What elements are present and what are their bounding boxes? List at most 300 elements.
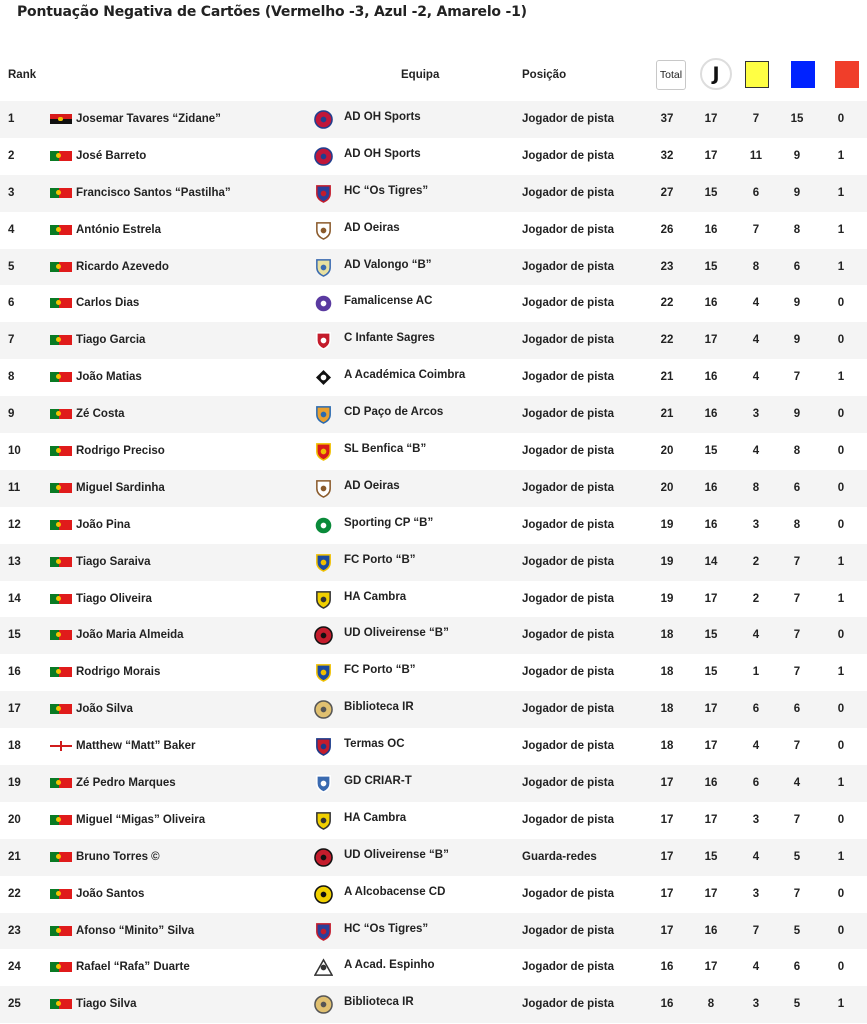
team-name-link[interactable]: A Alcobacense CD [344,885,446,898]
red-cards-cell: 0 [837,703,845,716]
position-cell: Jogador de pista [522,297,615,310]
red-cards-cell: 0 [837,961,845,974]
yellow-cards-cell: 4 [752,297,760,310]
yellow-cards-cell: 4 [752,371,760,384]
team-crest-icon [314,626,333,645]
team-name-link[interactable]: Termas OC [344,738,405,751]
total-cell: 27 [660,186,674,199]
team-crest-icon [314,368,333,387]
table-row[interactable] [0,986,867,1023]
yellow-cards-cell: 11 [749,149,763,162]
team-name-link[interactable]: AD Oeiras [344,479,400,492]
games-cell: 17 [704,592,718,605]
games-cell: 17 [704,149,718,162]
total-cell: 19 [660,518,674,531]
player-name-link[interactable]: José Barreto [76,149,147,162]
position-cell: Jogador de pista [522,260,615,273]
red-cards-cell: 0 [837,334,845,347]
red-cards-cell: 0 [837,740,845,753]
blue-cards-cell: 7 [793,592,801,605]
player-name-link[interactable]: Rafael “Rafa” Duarte [76,961,190,974]
red-cards-cell: 0 [837,924,845,937]
table-row[interactable] [0,175,867,212]
table-row[interactable] [0,507,867,544]
blue-cards-cell: 7 [793,555,801,568]
country-flag-icon [50,889,72,899]
team-crest-icon [314,737,333,756]
position-cell: Jogador de pista [522,592,615,605]
blue-cards-cell: 6 [793,481,801,494]
table-row[interactable] [0,285,867,322]
blue-cards-cell: 7 [793,666,801,679]
total-cell: 21 [660,371,674,384]
team-crest-icon [314,995,333,1014]
yellow-cards-cell: 2 [752,592,760,605]
player-name-link[interactable]: João Matias [76,371,142,384]
yellow-cards-cell: 8 [752,260,760,273]
player-name-link[interactable]: Rodrigo Morais [76,666,161,679]
rank-cell: 4 [8,223,15,236]
player-name-link[interactable]: Tiago Saraiva [76,555,151,568]
table-row[interactable] [0,470,867,507]
player-name-link[interactable]: Bruno Torres © [76,850,160,863]
games-cell: 15 [704,629,718,642]
position-cell: Jogador de pista [522,408,615,421]
rank-cell: 19 [8,777,21,790]
team-name-link[interactable]: CD Paço de Arcos [344,406,444,419]
country-flag-icon [50,372,72,382]
total-cell: 20 [660,445,674,458]
table-row[interactable] [0,949,867,986]
team-crest-icon [314,184,333,203]
total-cell: 32 [660,149,674,162]
rank-cell: 3 [8,186,15,199]
blue-cards-cell: 6 [793,260,801,273]
team-crest-icon [314,258,333,277]
table-row[interactable] [0,581,867,618]
blue-cards-cell: 9 [793,186,801,199]
team-header[interactable]: Equipa [401,69,440,81]
games-cell: 15 [704,445,718,458]
country-flag-icon [50,778,72,788]
rank-cell: 11 [8,481,21,494]
blue-cards-cell: 7 [793,629,801,642]
games-cell: 17 [704,961,718,974]
team-name-link[interactable]: A Acad. Espinho [344,959,435,972]
player-name-link[interactable]: Tiago Oliveira [76,592,152,605]
player-name-link[interactable]: Matthew “Matt” Baker [76,740,196,753]
rank-cell: 6 [8,297,15,310]
blue-cards-cell: 9 [793,408,801,421]
rank-cell: 21 [8,850,21,863]
rank-cell: 20 [8,813,21,826]
team-crest-icon [314,110,333,129]
team-crest-icon [314,774,333,793]
total-cell: 23 [660,260,674,273]
country-flag-icon [50,225,72,235]
yellow-cards-cell: 6 [752,703,760,716]
position-cell: Jogador de pista [522,629,615,642]
rank-cell: 7 [8,334,15,347]
total-cell: 17 [660,887,674,900]
red-cards-cell: 0 [837,297,845,310]
player-name-link[interactable]: Miguel Sardinha [76,481,165,494]
blue-cards-cell: 8 [793,445,801,458]
team-crest-icon [314,147,333,166]
table-row[interactable] [0,138,867,175]
total-cell: 17 [660,924,674,937]
yellow-cards-cell: 4 [752,334,760,347]
player-name-link[interactable]: Zé Pedro Marques [76,777,176,790]
games-cell: 17 [704,703,718,716]
red-cards-cell: 1 [837,371,845,384]
yellow-cards-cell: 2 [752,555,760,568]
rank-cell: 23 [8,924,21,937]
rank-cell: 13 [8,555,21,568]
table-row[interactable] [0,617,867,654]
yellow-card-icon[interactable] [745,61,769,88]
rank-header[interactable]: Rank [8,69,37,81]
team-name-link[interactable]: Biblioteca IR [344,701,414,714]
country-flag-icon [50,557,72,567]
country-flag-icon [50,704,72,714]
player-name-link[interactable]: Ricardo Azevedo [76,260,169,273]
country-flag-icon [50,409,72,419]
yellow-cards-cell: 4 [752,740,760,753]
team-name-link[interactable]: UD Oliveirense “B” [344,627,449,640]
rank-cell: 8 [8,371,15,384]
table-row[interactable] [0,101,867,138]
red-cards-cell: 0 [837,629,845,642]
blue-cards-cell: 4 [793,777,801,790]
table-row[interactable] [0,396,867,433]
country-flag-icon [50,114,72,124]
table-header [0,54,867,101]
table-row[interactable] [0,876,867,913]
position-cell: Jogador de pista [522,924,615,937]
team-crest-icon [314,294,333,313]
team-crest-icon [314,700,333,719]
yellow-cards-cell: 3 [752,887,760,900]
rank-cell: 5 [8,260,15,273]
games-cell: 16 [704,924,718,937]
position-cell: Jogador de pista [522,666,615,679]
table-row[interactable] [0,249,867,286]
table-row[interactable] [0,839,867,876]
games-cell: 14 [704,555,718,568]
player-name-link[interactable]: Francisco Santos “Pastilha” [76,186,231,199]
yellow-cards-cell: 3 [752,408,760,421]
position-header[interactable]: Posição [522,69,567,81]
team-name-link[interactable]: C Infante Sagres [344,332,435,345]
position-cell: Jogador de pista [522,555,615,568]
red-cards-cell: 0 [837,813,845,826]
blue-card-icon[interactable] [791,61,815,88]
games-cell: 17 [704,887,718,900]
country-flag-icon [50,852,72,862]
games-cell: 15 [704,850,718,863]
red-cards-cell: 0 [837,518,845,531]
team-name-link[interactable]: UD Oliveirense “B” [344,848,449,861]
team-crest-icon [314,663,333,682]
team-name-link[interactable]: GD CRIAR-T [344,775,412,788]
table-row[interactable] [0,212,867,249]
red-cards-cell: 1 [837,666,845,679]
total-cell: 18 [660,740,674,753]
games-cell: 17 [704,334,718,347]
rank-cell: 9 [8,408,15,421]
rank-cell: 22 [8,887,21,900]
position-cell: Jogador de pista [522,149,615,162]
total-cell: 20 [660,481,674,494]
table-row[interactable] [0,654,867,691]
blue-cards-cell: 9 [793,149,801,162]
country-flag-icon [50,151,72,161]
player-name-link[interactable]: João Silva [76,703,133,716]
ranking-table [0,54,867,1023]
team-name-link[interactable]: A Académica Coimbra [344,369,466,382]
player-name-link[interactable]: António Estrela [76,223,161,236]
rank-cell: 25 [8,998,21,1011]
red-cards-cell: 1 [837,555,845,568]
total-cell: 18 [660,629,674,642]
total-cell: 26 [660,223,674,236]
team-name-link[interactable]: FC Porto “B” [344,553,416,566]
games-cell: 16 [704,408,718,421]
table-row[interactable] [0,802,867,839]
team-name-link[interactable]: Famalicense AC [344,295,433,308]
country-flag-icon [50,446,72,456]
table-row[interactable] [0,433,867,470]
red-card-icon[interactable] [835,61,859,88]
total-cell: 17 [660,777,674,790]
games-cell: 16 [704,371,718,384]
player-name-link[interactable]: Miguel “Migas” Oliveira [76,813,206,826]
yellow-cards-cell: 6 [752,186,760,199]
country-flag-icon [50,741,72,751]
blue-cards-cell: 5 [793,924,801,937]
yellow-cards-cell: 4 [752,445,760,458]
rank-cell: 17 [8,703,21,716]
player-name-link[interactable]: João Maria Almeida [76,629,184,642]
rank-cell: 24 [8,961,21,974]
team-crest-icon [314,553,333,572]
table-row[interactable] [0,765,867,802]
games-cell: 17 [704,740,718,753]
games-cell: 8 [707,998,715,1011]
position-cell: Jogador de pista [522,703,615,716]
red-cards-cell: 0 [837,887,845,900]
team-crest-icon [314,958,333,977]
player-name-link[interactable]: João Santos [76,887,145,900]
rank-cell: 15 [8,629,21,642]
team-name-link[interactable]: HA Cambra [344,590,407,603]
country-flag-icon [50,298,72,308]
team-crest-icon [314,516,333,535]
blue-cards-cell: 5 [793,998,801,1011]
red-cards-cell: 1 [837,186,845,199]
player-name-link[interactable]: Carlos Dias [76,297,140,310]
total-cell: 21 [660,408,674,421]
team-name-link[interactable]: AD OH Sports [344,147,421,160]
yellow-cards-cell: 7 [752,924,760,937]
yellow-cards-cell: 4 [752,629,760,642]
total-cell: 16 [660,998,674,1011]
country-flag-icon [50,667,72,677]
red-cards-cell: 1 [837,223,845,236]
position-cell: Jogador de pista [522,371,615,384]
team-crest-icon [314,331,333,350]
blue-cards-cell: 6 [793,703,801,716]
blue-cards-cell: 7 [793,740,801,753]
country-flag-icon [50,630,72,640]
blue-cards-cell: 7 [793,887,801,900]
team-name-link[interactable]: FC Porto “B” [344,664,416,677]
red-cards-cell: 0 [837,481,845,494]
yellow-cards-cell: 4 [752,961,760,974]
total-cell: 22 [660,297,674,310]
country-flag-icon [50,962,72,972]
rank-cell: 18 [8,740,21,753]
yellow-cards-cell: 7 [752,223,760,236]
team-name-link[interactable]: HC “Os Tigres” [344,184,429,197]
team-crest-icon [314,405,333,424]
rank-cell: 1 [8,113,15,125]
red-cards-cell: 1 [837,260,845,273]
player-name-link[interactable]: Josemar Tavares “Zidane” [76,113,221,125]
player-name-link[interactable]: Tiago Garcia [76,334,146,347]
games-cell: 16 [704,518,718,531]
games-cell: 17 [704,113,718,125]
red-cards-cell: 0 [837,408,845,421]
rank-cell: 14 [8,592,21,605]
player-name-link[interactable]: João Pina [76,518,131,531]
team-crest-icon [314,479,333,498]
position-cell: Guarda-redes [522,850,597,863]
page-title: Pontuação Negativa de Cartões (Vermelho -3, Azul -2, Amarelo -1) [17,4,527,20]
red-cards-cell: 0 [837,445,845,458]
table-row[interactable] [0,544,867,581]
blue-cards-cell: 8 [793,518,801,531]
team-name-link[interactable]: AD OH Sports [344,111,421,123]
team-name-link[interactable]: Biblioteca IR [344,996,414,1009]
blue-cards-cell: 7 [793,813,801,826]
red-cards-cell: 1 [837,592,845,605]
table-row[interactable] [0,913,867,950]
country-flag-icon [50,815,72,825]
rank-cell: 10 [8,445,21,458]
country-flag-icon [50,188,72,198]
games-cell: 15 [704,666,718,679]
blue-cards-cell: 9 [793,334,801,347]
country-flag-icon [50,926,72,936]
country-flag-icon [50,520,72,530]
yellow-cards-cell: 1 [752,666,760,679]
country-flag-icon [50,594,72,604]
position-cell: Jogador de pista [522,223,615,236]
team-crest-icon [314,221,333,240]
rank-cell: 2 [8,149,15,162]
red-cards-cell: 1 [837,850,845,863]
table-row[interactable] [0,691,867,728]
total-cell: 19 [660,555,674,568]
games-cell: 16 [704,297,718,310]
games-cell: 15 [704,260,718,273]
yellow-cards-cell: 3 [752,998,760,1011]
red-cards-cell: 1 [837,998,845,1011]
position-cell: Jogador de pista [522,481,615,494]
games-cell: 17 [704,813,718,826]
blue-cards-cell: 7 [793,371,801,384]
yellow-cards-cell: 7 [752,113,760,125]
rank-cell: 16 [8,666,21,679]
team-crest-icon [314,885,333,904]
player-name-link[interactable]: Afonso “Minito” Silva [76,924,195,937]
yellow-cards-cell: 8 [752,481,760,494]
player-name-link[interactable]: Tiago Silva [76,998,137,1011]
player-name-link[interactable]: Rodrigo Preciso [76,445,165,458]
yellow-cards-cell: 3 [752,813,760,826]
total-cell: 17 [660,813,674,826]
total-cell: 37 [660,113,674,125]
table-body [0,101,867,1023]
blue-cards-cell: 6 [793,961,801,974]
red-cards-cell: 1 [837,149,845,162]
table-row[interactable] [0,728,867,765]
rank-cell: 12 [8,518,21,531]
team-name-link[interactable]: HA Cambra [344,811,407,824]
country-flag-icon [50,999,72,1009]
team-name-link[interactable]: AD Oeiras [344,221,400,234]
games-played-icon[interactable]: J [700,58,732,90]
red-cards-cell: 1 [837,777,845,790]
position-cell: Jogador de pista [522,887,615,900]
position-cell: Jogador de pista [522,813,615,826]
games-cell: 16 [704,777,718,790]
team-crest-icon [314,590,333,609]
country-flag-icon [50,483,72,493]
country-flag-icon [50,335,72,345]
position-cell: Jogador de pista [522,445,615,458]
total-cell: 18 [660,666,674,679]
games-cell: 15 [704,186,718,199]
team-crest-icon [314,442,333,461]
position-cell: Jogador de pista [522,186,615,199]
total-cell: 18 [660,703,674,716]
team-name-link[interactable]: HC “Os Tigres” [344,922,429,935]
team-crest-icon [314,922,333,941]
team-crest-icon [314,848,333,867]
team-name-link[interactable]: SL Benfica “B” [344,443,427,456]
yellow-cards-cell: 3 [752,518,760,531]
blue-cards-cell: 8 [793,223,801,236]
player-name-link[interactable]: Zé Costa [76,408,125,421]
team-crest-icon [314,811,333,830]
team-name-link[interactable]: AD Valongo “B” [344,258,432,271]
country-flag-icon [50,262,72,272]
table-row[interactable] [0,359,867,396]
blue-cards-cell: 5 [793,850,801,863]
position-cell: Jogador de pista [522,740,615,753]
blue-cards-cell: 9 [793,297,801,310]
total-header[interactable]: Total [656,60,686,90]
table-row[interactable] [0,322,867,359]
position-cell: Jogador de pista [522,961,615,974]
yellow-cards-cell: 4 [752,850,760,863]
red-cards-cell: 0 [837,113,845,125]
team-name-link[interactable]: Sporting CP “B” [344,516,434,529]
total-cell: 17 [660,850,674,863]
